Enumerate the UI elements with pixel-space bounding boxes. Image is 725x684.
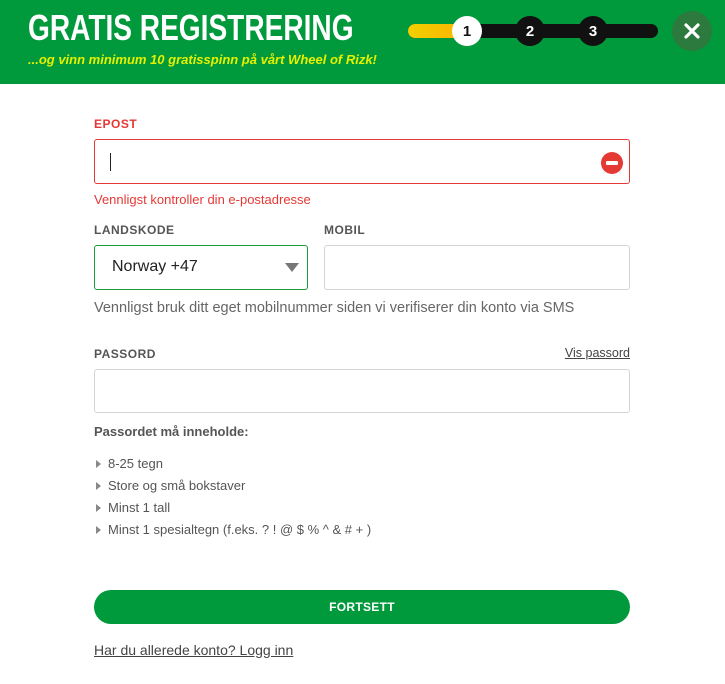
show-password-link[interactable]: Vis passord — [564, 346, 630, 360]
header — [0, 0, 725, 84]
close-button[interactable] — [672, 11, 712, 51]
step-1: 1 — [452, 16, 482, 46]
password-rules-title: Passordet må inneholde: — [94, 424, 249, 439]
mobile-hint: Vennligst bruk ditt eget mobilnummer siden vi verifiserer din konto via SMS — [94, 300, 575, 316]
password-rule-item — [96, 478, 245, 493]
password-rule-text: Store og små bokstaver — [108, 478, 246, 493]
password-rule-item — [96, 456, 163, 471]
promo-subtitle: ...og vinn minimum 10 gratisspinn på vårt Wheel of Rizk! — [28, 52, 377, 67]
login-link[interactable]: Har du allerede konto? Logg inn — [94, 642, 294, 658]
password-rule-text: Minst 1 tall — [108, 500, 171, 515]
password-rule-item — [96, 522, 371, 537]
bullet-arrow-icon — [96, 460, 101, 468]
step-2: 2 — [515, 16, 545, 46]
bullet-arrow-icon — [96, 482, 101, 490]
email-error-message: Vennligst kontroller din e-postadresse — [94, 192, 311, 207]
email-field[interactable] — [94, 139, 630, 184]
bullet-arrow-icon — [96, 526, 101, 534]
chevron-down-icon — [285, 263, 299, 272]
password-rule-text: 8-25 tegn — [108, 456, 163, 471]
country-code-value: Norway +47 — [112, 258, 198, 275]
country-code-select[interactable] — [94, 245, 308, 290]
close-icon — [684, 23, 700, 39]
page-title: GRATIS REGISTRERING — [28, 7, 354, 48]
text-caret — [110, 153, 111, 171]
email-label: EPOST — [94, 117, 138, 131]
password-rule-item — [96, 500, 170, 515]
password-field[interactable] — [94, 369, 630, 413]
progress-bar — [408, 24, 658, 38]
mobile-label: MOBIL — [324, 223, 366, 237]
bullet-arrow-icon — [96, 504, 101, 512]
error-icon — [601, 152, 623, 174]
continue-button[interactable]: FORTSETT — [94, 590, 630, 624]
password-rule-text: Minst 1 spesialtegn (f.eks. ? ! @ $ % ^ & # + ) — [108, 522, 372, 537]
step-3: 3 — [578, 16, 608, 46]
password-label: PASSORD — [94, 347, 156, 361]
mobile-field[interactable] — [324, 245, 630, 290]
country-code-label: LANDSKODE — [94, 223, 175, 237]
